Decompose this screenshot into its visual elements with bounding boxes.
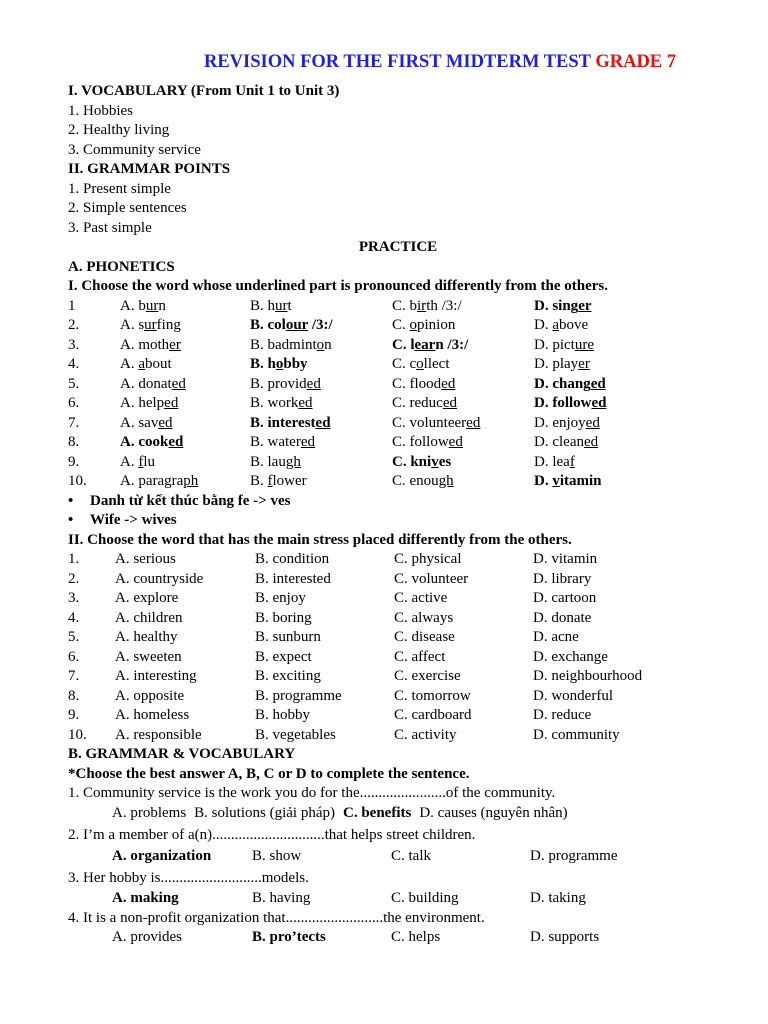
option-a xyxy=(120,355,250,375)
word-part: D. sing xyxy=(534,297,579,314)
underlined-part: ir xyxy=(417,297,427,314)
underlined-part: o xyxy=(316,336,325,353)
underlined-part: f xyxy=(138,453,144,470)
stress-row xyxy=(68,648,728,668)
option-b xyxy=(250,394,392,414)
row-number: 8. xyxy=(68,687,80,704)
option-a xyxy=(120,472,250,492)
note-text: Danh từ kết thúc bằng fe -> ves xyxy=(90,492,291,509)
word-part: /3:/ xyxy=(308,317,333,333)
phonetics-table xyxy=(68,297,728,492)
underlined-part: ur xyxy=(144,317,157,333)
option-d xyxy=(534,394,607,414)
option-c xyxy=(392,472,534,492)
word-part: B. h xyxy=(250,297,276,314)
phonetics-heading: A. PHONETICS xyxy=(68,258,175,275)
option-b: B. show xyxy=(252,848,302,864)
title-grade: GRADE 7 xyxy=(595,52,677,72)
option-b: B. solutions (giải pháp) xyxy=(194,804,335,821)
option-b xyxy=(250,375,392,395)
stress-row xyxy=(68,589,728,609)
option-c: C. disease xyxy=(394,629,455,645)
phonetics-row xyxy=(68,355,728,375)
option-c: C. active xyxy=(394,590,448,606)
stress-row xyxy=(68,609,728,629)
option-d xyxy=(534,414,600,434)
word-part: th /3:/ xyxy=(426,297,462,314)
option-d: D. cartoon xyxy=(533,590,597,606)
option-d xyxy=(534,433,598,453)
word-part: lower xyxy=(272,473,307,489)
question-2-options xyxy=(68,845,728,869)
row-number: 9. xyxy=(68,707,80,723)
question-4-options xyxy=(68,928,728,948)
option-b: B. enjoy xyxy=(255,590,306,606)
option-c xyxy=(392,453,534,473)
option-a: A. healthy xyxy=(115,629,178,645)
row-number: 6. xyxy=(68,395,80,411)
option-b: B. pro’tects xyxy=(252,929,326,945)
underlined-part: ed xyxy=(164,395,179,411)
option-b: B. interested xyxy=(255,570,331,587)
word-part: A. moth xyxy=(120,336,170,353)
vocab-heading: I. VOCABULARY (From Unit 1 to Unit 3) xyxy=(68,83,340,99)
document-page xyxy=(68,50,728,948)
option-c: C. affect xyxy=(394,648,446,665)
word-part: D. play xyxy=(534,356,579,372)
option-c: C. activity xyxy=(394,726,457,743)
underlined-part: ed xyxy=(441,375,456,392)
underlined-part: ed xyxy=(171,375,186,392)
word-part: A. donat xyxy=(120,375,172,392)
underlined-part: ed xyxy=(298,395,313,411)
option-d xyxy=(534,336,594,356)
word-part: itamin xyxy=(559,473,602,489)
word-part: A. sav xyxy=(120,414,159,431)
option-c: C. benefits xyxy=(343,804,412,821)
row-number: 6. xyxy=(68,648,80,665)
option-a xyxy=(120,394,250,414)
underlined-part: v xyxy=(431,453,439,470)
option-c xyxy=(392,394,534,414)
option-b xyxy=(250,472,392,492)
word-part: B. h xyxy=(250,356,276,372)
row-number: 8. xyxy=(68,434,80,450)
option-b: B. programme xyxy=(255,687,342,704)
bullet-icon: • xyxy=(68,492,74,509)
word-part: B. lau xyxy=(250,453,286,470)
option-a xyxy=(120,297,250,317)
word-part: bove xyxy=(559,317,589,333)
word-part: D. follow xyxy=(534,395,592,411)
word-part: C. reduc xyxy=(392,395,443,411)
underlined-part: ed xyxy=(158,414,173,431)
option-b: B. boring xyxy=(255,609,312,626)
option-c: C. talk xyxy=(391,848,431,864)
option-b xyxy=(250,355,392,375)
vocab-item: 2. Healthy living xyxy=(68,122,170,138)
word-part: D. clean xyxy=(534,434,584,450)
option-a xyxy=(120,336,250,356)
question-1-text: 1. Community service is the work you do for the.......................of the community. xyxy=(68,785,556,801)
word-part: A. b xyxy=(120,297,146,314)
phonetics-question-heading: I. Choose the word whose underlined part is pronounced differently from the others. xyxy=(68,278,609,294)
grammar-item: 3. Past simple xyxy=(68,219,152,236)
row-number: 2. xyxy=(68,317,80,333)
underlined-part: gh xyxy=(285,453,301,470)
row-number: 5. xyxy=(68,629,80,645)
option-b: B. condition xyxy=(255,551,330,567)
option-d xyxy=(534,375,606,395)
underlined-part: ure xyxy=(574,336,594,353)
word-part: C. flood xyxy=(392,375,442,392)
question-4-text: 4. It is a non-profit organization that..........................the environment. xyxy=(68,909,485,926)
option-c: C. always xyxy=(394,609,454,626)
word-part: C. xyxy=(392,317,410,333)
word-part: C. volunteer xyxy=(392,414,467,431)
phonetics-row xyxy=(68,297,728,317)
underlined-part: ph xyxy=(183,473,199,489)
option-c: C. volunteer xyxy=(394,570,469,587)
option-d: D. community xyxy=(533,726,620,743)
option-a: A. provides xyxy=(112,929,182,945)
option-a: A. organization xyxy=(112,848,212,864)
option-d xyxy=(534,355,590,375)
row-number: 3. xyxy=(68,590,80,606)
option-c xyxy=(392,297,534,317)
word-part: t xyxy=(287,297,292,314)
stress-row xyxy=(68,687,728,707)
option-b: B. sunburn xyxy=(255,629,321,645)
underlined-part: o xyxy=(416,356,424,372)
underlined-part: a xyxy=(138,356,146,372)
word-part: C. l xyxy=(392,336,415,353)
underlined-part: f xyxy=(267,473,273,489)
grammar-item: 1. Present simple xyxy=(68,180,171,197)
option-a: A. children xyxy=(115,609,183,626)
question-2-text: 2. I’m a member of a(n)..............................that helps street children. xyxy=(68,826,476,843)
word-part: bby xyxy=(283,356,308,372)
phonetics-row xyxy=(68,394,728,414)
stress-table xyxy=(68,550,728,745)
gv-heading: B. GRAMMAR & VOCABULARY xyxy=(68,746,296,762)
underlined-part: ed xyxy=(585,414,600,431)
note-text: Wife -> wives xyxy=(90,512,177,528)
option-a xyxy=(120,414,250,434)
underlined-part: our xyxy=(285,317,309,333)
option-c: C. building xyxy=(391,889,459,906)
phonetics-row xyxy=(68,336,728,356)
bullet-icon: • xyxy=(68,512,74,528)
underlined-part: ur xyxy=(275,297,288,314)
row-number: 4. xyxy=(68,356,80,372)
option-d: D. supports xyxy=(530,929,600,945)
word-part: n xyxy=(324,336,332,353)
option-b: B. exciting xyxy=(255,668,321,684)
option-c xyxy=(392,336,534,356)
option-b: B. expect xyxy=(255,648,312,665)
option-a: A. problems xyxy=(112,804,187,821)
phonetics-row xyxy=(68,414,728,434)
option-a xyxy=(120,453,250,473)
word-part: C. follow xyxy=(392,434,449,450)
row-number: 7. xyxy=(68,668,80,684)
stress-row xyxy=(68,706,728,726)
option-c xyxy=(392,316,534,336)
underlined-part: ed xyxy=(168,434,184,450)
row-number: 1. xyxy=(68,551,80,567)
note-bullet xyxy=(68,511,728,531)
option-d xyxy=(534,316,588,336)
underlined-part: ed xyxy=(466,414,481,431)
option-a: A. countryside xyxy=(115,570,204,587)
option-a: A. explore xyxy=(115,590,179,606)
underlined-part: gh xyxy=(438,473,454,489)
option-a: A. serious xyxy=(115,551,176,567)
underlined-part: ear xyxy=(414,336,436,353)
underlined-part: a xyxy=(552,317,560,333)
underlined-part: er xyxy=(578,356,590,372)
word-part: D. enjoy xyxy=(534,414,586,431)
option-a xyxy=(120,375,250,395)
row-number: 4. xyxy=(68,609,80,626)
word-part: B. water xyxy=(250,434,301,450)
underlined-part: o xyxy=(275,356,284,372)
row-number: 2. xyxy=(68,570,80,587)
option-b xyxy=(250,433,392,453)
option-d xyxy=(534,453,575,473)
word-part: D. xyxy=(534,473,553,489)
option-d xyxy=(534,297,592,317)
option-b xyxy=(250,336,392,356)
word-part: B. badmint xyxy=(250,336,317,353)
option-c: C. helps xyxy=(391,929,441,945)
option-d: D. taking xyxy=(530,889,586,906)
option-c xyxy=(392,433,534,453)
underlined-part: f xyxy=(569,453,575,470)
word-part: A. cook xyxy=(120,434,169,450)
underlined-part: er xyxy=(169,336,181,353)
underlined-part: ed xyxy=(448,434,463,450)
word-part: C. enou xyxy=(392,473,439,489)
practice-heading: PRACTICE xyxy=(358,239,438,255)
option-c xyxy=(392,414,534,434)
word-part: es xyxy=(438,453,452,470)
option-a: A. responsible xyxy=(115,726,202,743)
option-c xyxy=(392,375,534,395)
underlined-part: v xyxy=(552,473,560,489)
word-part: A. help xyxy=(120,395,165,411)
word-part: D. xyxy=(534,317,553,333)
phonetics-row xyxy=(68,375,728,395)
word-part: lu xyxy=(143,453,156,470)
phonetics-row xyxy=(68,453,728,473)
row-number: 10. xyxy=(68,473,87,489)
stress-row xyxy=(68,726,728,746)
underlined-part: ur xyxy=(145,297,159,314)
option-d: D. acne xyxy=(533,629,579,645)
word-part: C. b xyxy=(392,297,418,314)
word-part: n xyxy=(158,297,166,314)
stress-row xyxy=(68,570,728,590)
option-b xyxy=(250,414,392,434)
question-1-options xyxy=(68,804,728,826)
option-b: B. having xyxy=(252,889,311,906)
row-number: 5. xyxy=(68,375,80,392)
option-d: D. neighbourhood xyxy=(533,668,643,684)
stress-row xyxy=(68,550,728,570)
option-b xyxy=(250,453,392,473)
option-a: A. making xyxy=(112,889,179,906)
phonetics-row xyxy=(68,316,728,336)
word-part: D. chang xyxy=(534,375,591,392)
underlined-part: o xyxy=(409,317,418,333)
gv-instruction: *Choose the best answer A, B, C or D to complete the sentence. xyxy=(68,765,470,782)
vocab-item: 3. Community service xyxy=(68,141,201,158)
title-main: REVISION FOR THE FIRST MIDTERM TEST xyxy=(203,52,596,72)
row-number: 9. xyxy=(68,453,80,470)
option-a: A. homeless xyxy=(115,707,190,723)
underlined-part: er xyxy=(578,297,592,314)
option-b xyxy=(250,297,392,317)
row-number: 3. xyxy=(68,336,80,353)
option-c xyxy=(392,355,534,375)
option-c: C. cardboard xyxy=(394,707,472,723)
option-b: B. hobby xyxy=(255,707,311,723)
option-d: D. programme xyxy=(530,848,618,864)
word-part: fing xyxy=(156,317,181,333)
option-d: D. exchange xyxy=(533,648,608,665)
word-part: A. xyxy=(120,356,139,372)
underlined-part: ed xyxy=(315,414,331,431)
word-part: B. xyxy=(250,473,268,489)
stress-row xyxy=(68,667,728,687)
option-b xyxy=(250,316,392,336)
question-3-text: 3. Her hobby is...........................models. xyxy=(68,870,309,886)
option-d: D. wonderful xyxy=(533,687,613,704)
word-part: D. pict xyxy=(534,336,575,353)
underlined-part: ed xyxy=(583,434,599,450)
option-a xyxy=(120,316,250,336)
word-part: pinion xyxy=(417,317,456,333)
word-part: n /3:/ xyxy=(435,336,469,353)
question-3-options xyxy=(68,889,728,909)
option-b: B. vegetables xyxy=(255,726,336,743)
underlined-part: ed xyxy=(590,375,606,392)
word-part: bout xyxy=(145,356,172,372)
option-d xyxy=(534,472,602,492)
option-d: D. donate xyxy=(533,609,592,626)
option-c: C. physical xyxy=(394,551,462,567)
vocab-item: 1. Hobbies xyxy=(68,102,133,119)
underlined-part: ed xyxy=(591,395,607,411)
word-part: B. interest xyxy=(250,414,316,431)
word-part: D. lea xyxy=(534,453,570,470)
option-d: D. reduce xyxy=(533,707,592,723)
row-number: 7. xyxy=(68,414,80,431)
option-d: D. vitamin xyxy=(533,551,598,567)
stress-heading: II. Choose the word that has the main stress placed differently from the others. xyxy=(68,531,572,548)
page-title xyxy=(152,50,728,74)
word-part: C. c xyxy=(392,356,417,372)
row-number: 10. xyxy=(68,726,87,743)
grammar-heading: II. GRAMMAR POINTS xyxy=(68,161,231,177)
option-a: A. sweeten xyxy=(115,648,182,665)
grammar-item: 2. Simple sentences xyxy=(68,200,187,216)
word-part: C. kni xyxy=(392,453,432,470)
word-part: A. s xyxy=(120,317,145,333)
word-part: A. paragra xyxy=(120,473,184,489)
word-part: A. xyxy=(120,453,139,470)
option-c: C. exercise xyxy=(394,668,461,684)
underlined-part: ed xyxy=(306,375,321,392)
word-part: B. col xyxy=(250,317,286,333)
option-a: A. interesting xyxy=(115,668,197,684)
option-d: D. causes (nguyên nhân) xyxy=(419,804,568,821)
phonetics-row xyxy=(68,433,728,453)
note-bullet xyxy=(68,492,728,512)
stress-row xyxy=(68,628,728,648)
option-a: A. opposite xyxy=(115,687,185,704)
phonetics-row xyxy=(68,472,728,492)
underlined-part: ed xyxy=(442,395,457,411)
word-part: B. work xyxy=(250,395,299,411)
option-a xyxy=(120,433,250,453)
row-number: 1 xyxy=(68,297,76,314)
underlined-part: ed xyxy=(300,434,315,450)
word-part: B. provid xyxy=(250,375,307,392)
word-part: llect xyxy=(423,356,450,372)
option-d: D. library xyxy=(533,570,592,587)
option-c: C. tomorrow xyxy=(394,687,471,704)
